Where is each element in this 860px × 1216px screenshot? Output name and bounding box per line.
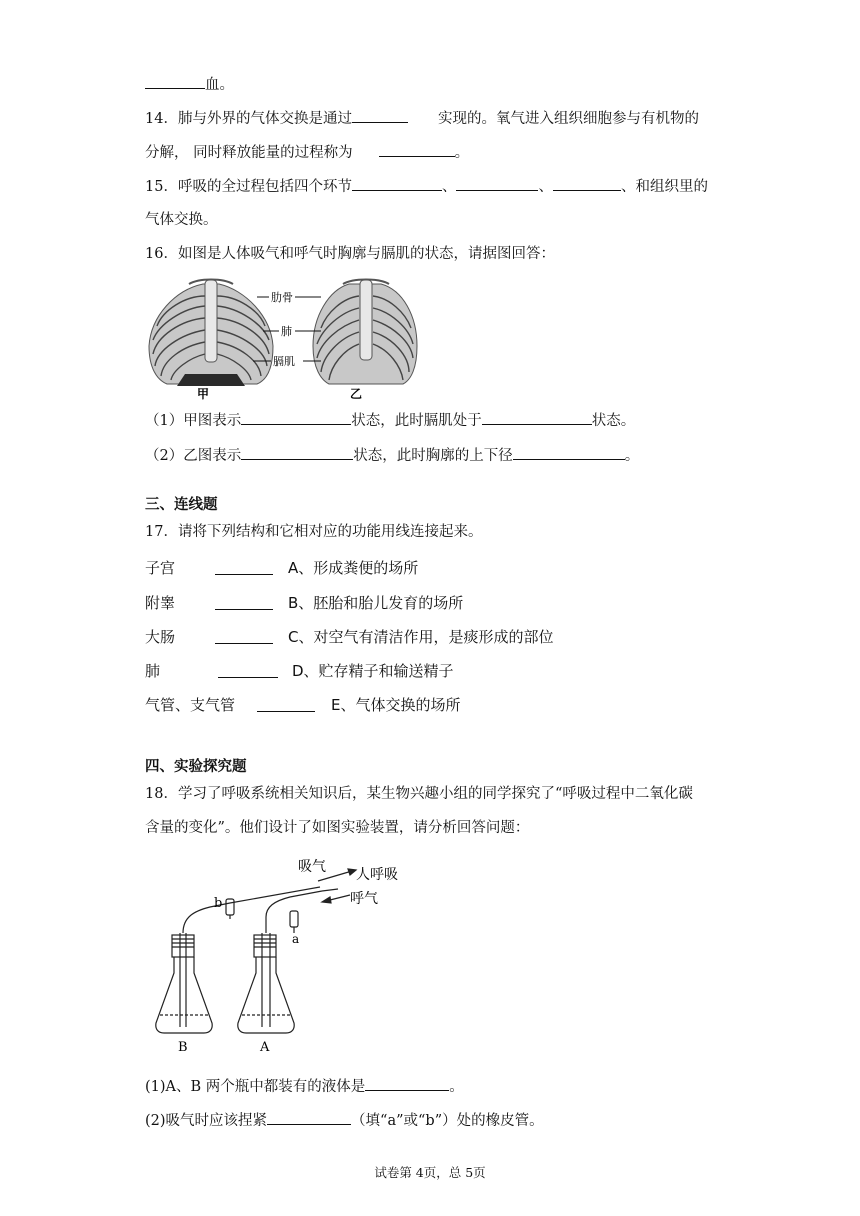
question-text: 14．肺与外界的气体交换是通过 — [145, 111, 352, 127]
question-16-2 — [145, 445, 639, 466]
lung-label: 肺 — [281, 325, 292, 338]
flask-b — [156, 933, 212, 1033]
question-text: 17．请将下列结构和它相对应的功能用线连接起来。 — [145, 524, 483, 540]
question-15-line-2 — [145, 210, 218, 230]
answer-blank[interactable] — [267, 1110, 351, 1125]
question-text: 。 — [454, 145, 470, 161]
answer-blank[interactable] — [352, 176, 442, 191]
clamp-b-label: b — [214, 896, 223, 911]
structure-label: 子宫 — [145, 559, 176, 577]
question-text: （1）甲图表示 — [145, 413, 242, 429]
question-text: 含量的变化”。他们设计了如图实验装置，请分析回答问题： — [145, 820, 530, 836]
matching-row-3 — [145, 626, 554, 647]
question-16-1 — [145, 410, 635, 431]
question-text: 15．呼吸的全过程包括四个环节 — [145, 179, 352, 195]
inhale-label: 吸气 — [298, 859, 326, 875]
answer-line-blood — [145, 74, 234, 95]
ribcage-exhale-image — [313, 280, 417, 385]
answer-blank[interactable] — [379, 142, 455, 157]
clamp-a — [290, 911, 298, 933]
match-blank[interactable] — [215, 609, 273, 610]
question-text: 状态，此时胸廓的上下径 — [353, 448, 513, 464]
caption-jia: 甲 — [197, 387, 210, 401]
question-18-1 — [145, 1076, 464, 1097]
answer-blank[interactable] — [241, 410, 351, 425]
question-17-stem — [145, 522, 482, 542]
match-blank[interactable] — [215, 574, 273, 575]
answer-blank[interactable] — [365, 1076, 449, 1091]
question-text: 气体交换。 — [145, 212, 218, 228]
flask-a-label: A — [260, 1040, 270, 1055]
question-18-line-2 — [145, 818, 529, 838]
ribcage-inhale-image — [149, 280, 273, 387]
question-text: （填“a”或“b”）处的橡皮管。 — [351, 1113, 544, 1129]
question-18-line-1 — [145, 784, 693, 804]
answer-blank[interactable] — [456, 176, 538, 191]
question-text: 分解， 同时释放能量的过程称为 — [145, 145, 353, 161]
answer-blank[interactable] — [482, 410, 592, 425]
flask-a — [238, 933, 294, 1033]
question-text: 。 — [449, 1079, 464, 1095]
separator: 、 — [441, 179, 457, 195]
diaphragm-label: 膈肌 — [273, 355, 295, 368]
answer-blank[interactable] — [145, 74, 205, 89]
function-label: E、气体交换的场所 — [331, 696, 461, 714]
flask-b-label: B — [178, 1040, 188, 1055]
function-label: C、对空气有清洁作用，是痰形成的部位 — [288, 628, 554, 646]
matching-row-1 — [145, 557, 419, 578]
matching-row-5 — [145, 694, 461, 715]
function-label: B、胚胎和胎儿发育的场所 — [288, 594, 464, 612]
matching-row-4 — [145, 660, 454, 681]
person-breath-label: 人呼吸 — [356, 867, 398, 883]
answer-blank[interactable] — [553, 176, 621, 191]
question-14-line-2 — [145, 142, 469, 163]
answer-blank[interactable] — [241, 445, 353, 460]
question-text: 状态，此时膈肌处于 — [351, 413, 482, 429]
question-text: (2)吸气时应该捏紧 — [145, 1113, 268, 1129]
question-text: 、和组织里的 — [620, 179, 708, 195]
structure-label: 附睾 — [145, 594, 176, 612]
structure-label: 肺 — [145, 662, 161, 680]
question-16-stem — [145, 244, 555, 264]
apparatus-figure — [150, 855, 420, 1055]
section-4-heading: 四、实验探究题 — [145, 759, 247, 775]
structure-label: 大肠 — [145, 628, 176, 646]
ribcage-figure — [145, 276, 420, 401]
page-footer: 试卷第 4页，总 5页 — [374, 1165, 486, 1180]
structure-label: 气管、支气管 — [145, 696, 236, 714]
exhale-label: 呼气 — [350, 891, 378, 907]
question-18-2 — [145, 1110, 544, 1131]
question-text: （2）乙图表示 — [145, 448, 242, 464]
caption-yi: 乙 — [350, 387, 363, 401]
answer-blank[interactable] — [513, 445, 625, 460]
function-label: A、形成粪便的场所 — [288, 559, 419, 577]
question-text: 18．学习了呼吸系统相关知识后，某生物兴趣小组的同学探究了“呼吸过程中二氧化碳 — [145, 786, 693, 802]
line-text: 血。 — [205, 77, 234, 93]
question-text: 实现的。氧气进入组织细胞参与有机物的 — [437, 111, 699, 127]
rib-label: 肋骨 — [271, 291, 293, 304]
matching-row-2 — [145, 592, 464, 613]
question-text: 16．如图是人体吸气和呼气时胸廓与膈肌的状态，请据图回答： — [145, 246, 555, 262]
separator: 、 — [538, 179, 553, 195]
question-text: (1)A、B 两个瓶中都装有的液体是 — [145, 1079, 366, 1095]
question-text: 状态。 — [591, 413, 636, 429]
question-text: 。 — [624, 448, 640, 464]
section-3-heading: 三、连线题 — [145, 497, 218, 513]
question-14-line-1 — [145, 108, 699, 129]
match-blank[interactable] — [257, 711, 315, 712]
match-blank[interactable] — [215, 643, 273, 644]
answer-blank[interactable] — [352, 108, 408, 123]
question-15-line-1 — [145, 176, 708, 197]
function-label: D、贮存精子和输送精子 — [292, 662, 454, 680]
clamp-a-label: a — [292, 932, 300, 946]
match-blank[interactable] — [218, 677, 278, 678]
